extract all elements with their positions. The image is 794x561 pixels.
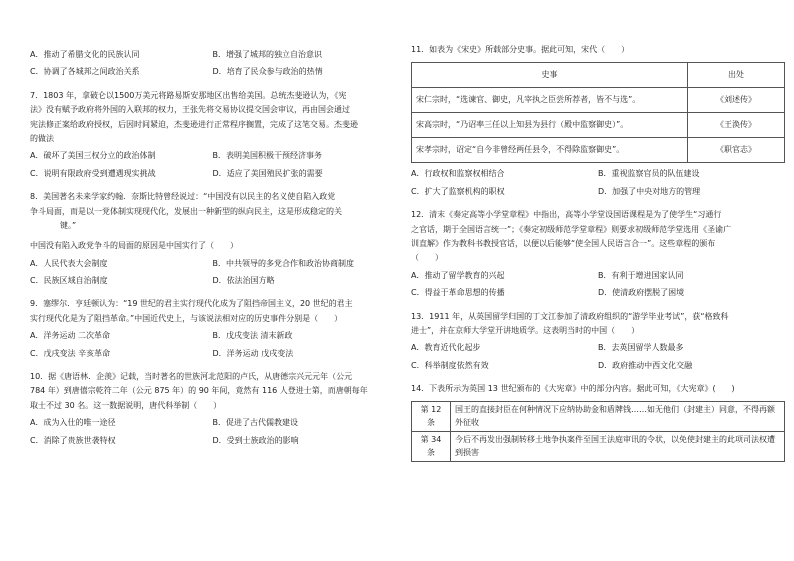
q7-option-b[interactable]: B．表明美国积极干预经济事务 [212,151,322,161]
q6-option-a[interactable]: A．推动了希腊文化的民族认同 [30,50,140,59]
q8-stem-line: 争斗局面，而是以一党体制实现现代化，发展出一种新型的纵向民主，这是形成稳定的关 [30,206,342,216]
table-header: 史事 [412,63,688,88]
q9-stem-line: 实行现代化是为了阻挡革命。”中国近代史上，与该说法相对应的历史事件分别是（ ） [30,313,343,323]
q10-stem-line: 784 年）到唐僖宗乾符二年（公元 875 年）的 90 年间，竟然有 116 人登进士第，而唐朝每年 [30,386,368,396]
q7-stem-line: 的做法 [30,133,54,143]
question-9 [30,298,395,365]
table-cell: 宋高宗时，“乃诏率三任以上知县为县行（殿中监察御史）”。 [412,113,688,138]
q11-option-b[interactable]: B．重视监察官员的队伍建设 [598,169,700,179]
q13-stem-line: 进士”，并在京师大学堂开讲地质学。这表明当时的中国（ ） [411,325,640,335]
table-cell: 今后不再发出强制转移土地争执案件至国王法庭审讯的令状，以免使封建主的此项司法权遭到损害 [451,432,785,462]
table-cell: 《王涣传》 [688,113,785,138]
q10-stem-line: 取士不过 30 名。这一数据说明，唐代科举制（ ） [30,400,222,410]
table-header: 出处 [688,63,785,88]
q12-stem-line: 之官话，期于全国语言统一”；《奏定初级师范学堂章程》则要求初级师范学堂选用《圣谕广 [411,224,732,234]
q12-stem-line: 12．清末《奏定高等小学堂章程》中指出，高等小学堂设国语课程是为了使学生“习通行 [411,210,722,220]
q6-option-d[interactable]: D．培育了民众参与政治的热情 [212,67,323,77]
q7-stem-line: 7．1803 年，拿破仑以1500万美元将路易斯安那地区出售给美国。总统杰斐逊认为，《宪 [30,90,347,100]
q11-options [411,168,785,203]
q6-options [30,49,395,84]
q12-option-d[interactable]: D．使清政府摆脱了困境 [598,288,685,298]
table-cell: 第 12 条 [412,402,451,432]
q6-option-c[interactable]: C．协调了各城邦之间政治关系 [30,67,140,77]
table-cell: 第 34 条 [412,432,451,462]
q9-option-d[interactable]: D．洋务运动 戊戌变法 [212,348,294,358]
question-8 [30,191,395,292]
q13-option-c[interactable]: C．科举制度依然有效 [411,360,489,370]
left-column [30,44,395,458]
q8-stem-line: 键。” [60,220,77,230]
table-cell: 宋仁宗时，“选谏官、御史，凡宰执之臣尝所荐者，皆不与选”。 [412,88,688,113]
table-row [412,113,785,138]
q12-options [411,270,785,305]
q13-options [411,342,785,377]
q9-stem-line: 9．塞缪尔．亨廷顿认为：“19 世纪的君主实行现代化成为了阻挡帝国主义，20 世纪的君主 [30,299,353,309]
q13-stem-line: 13．1911 年，从英国留学归国的丁文江参加了清政府组织的“游学毕业考试”，获“格致科 [411,311,729,321]
question-13 [411,311,785,378]
q8-stem-line: 8．美国著名未来学家约翰．奈斯比特曾经说过：“中国没有以民主的名义使自陷入政党 [30,192,336,202]
table-cell: 宋孝宗时，诏定“自今非曾经两任县令，不得除监察御史”。 [412,138,688,163]
q11-stem: 11．如表为《宋史》所载部分史事。据此可知，宋代（ ） [411,45,630,54]
q14-table [411,401,785,462]
q11-option-c[interactable]: C．扩大了监察机构的职权 [411,186,505,196]
q7-stem-line: 宪法修正案给政府授权，后因时间紧迫，杰斐逊进行正常程序搁置，完成了这笔交易。杰斐逊 [30,119,358,129]
q10-options [30,417,395,452]
q7-option-d[interactable]: D．适应了美国殖民扩张的需要 [212,168,323,178]
q11-option-a[interactable]: A．行政权和监察权相结合 [411,169,505,179]
q7-option-c[interactable]: C．说明有限政府受到遭遇现实挑战 [30,168,156,178]
q14-stem: 14．下表所示为英国 13 世纪颁布的《大宪章》中的部分内容。据此可知，《大宪章》( ) [411,384,735,394]
q12-stem-line: （ ） [411,253,443,263]
q12-option-b[interactable]: B．有利于增进国家认同 [598,270,684,280]
q10-stem-line: 10．据《唐语林．企羡》记载，当时著名的世族河北范阳的卢氏，从唐德宗兴元元年（公元 [30,372,353,382]
table-header-row [412,63,785,88]
q12-option-a[interactable]: A．推动了留学教育的兴起 [411,270,505,280]
table-cell: 《职官志》 [688,138,785,163]
q7-stem-line: 法》没有赋予政府将外国的入联邦的权力，王张先将交易协议提交国会审议，再由国会通过 [30,105,350,115]
question-11 [411,44,785,203]
q10-option-c[interactable]: C．消除了贵族世袭特权 [30,435,116,445]
q9-option-c[interactable]: C．戊戌变法 辛亥革命 [30,348,111,358]
right-column [411,44,785,462]
table-row [412,432,785,462]
table-row [412,402,785,432]
question-7 [30,90,395,185]
q11-option-d[interactable]: D．加强了中央对地方的管理 [598,186,701,196]
question-12 [411,209,785,304]
q10-option-b[interactable]: B．促进了古代儒教建设 [212,418,298,428]
table-row [412,88,785,113]
q8-sub-question: 中国没有陷入政党争斗的局面的原因是中国实行了（ ） [30,241,238,251]
q7-option-a[interactable]: A．破坏了美国三权分立的政治体制 [30,151,156,161]
table-cell: 《刘述传》 [688,88,785,113]
q11-table [411,62,785,163]
q12-stem-line: 训直解》作为教科书教授官话，以便以后能够“使全国人民语言合一”。这些章程的颁布 [411,238,716,248]
q13-option-d[interactable]: D．政府推动中西文化交融 [598,360,693,370]
q9-option-b[interactable]: B．戊戌变法 清末新政 [212,331,293,341]
q10-option-a[interactable]: A．成为入仕的唯一途径 [30,418,116,428]
q13-option-b[interactable]: B．去英国留学人数最多 [598,343,684,353]
q9-option-a[interactable]: A．洋务运动 二次革命 [30,331,111,341]
question-14 [411,383,785,462]
q8-options [30,258,395,293]
table-row [412,138,785,163]
table-cell: 国王的直接封臣在何种情况下应纳协助金和盾牌钱……如无他们（封建主）同意，不得再额外征收 [451,402,785,432]
q6-option-b[interactable]: B．增强了城邦的独立自治意识 [212,50,322,59]
q10-option-d[interactable]: D．受到士族政治的影响 [212,435,299,445]
q8-option-b[interactable]: B．中共领导的多党合作和政治协商制度 [212,258,354,268]
q8-option-a[interactable]: A．人民代表大会制度 [30,258,108,268]
q12-option-c[interactable]: C．得益于革命思想的传播 [411,288,505,298]
q13-option-a[interactable]: A．教育近代化起步 [411,343,481,353]
question-10 [30,371,395,452]
q8-option-d[interactable]: D．依法治国方略 [212,276,275,286]
q8-option-c[interactable]: C．民族区域自治制度 [30,276,108,286]
q9-options [30,330,395,365]
q7-options [30,150,395,185]
